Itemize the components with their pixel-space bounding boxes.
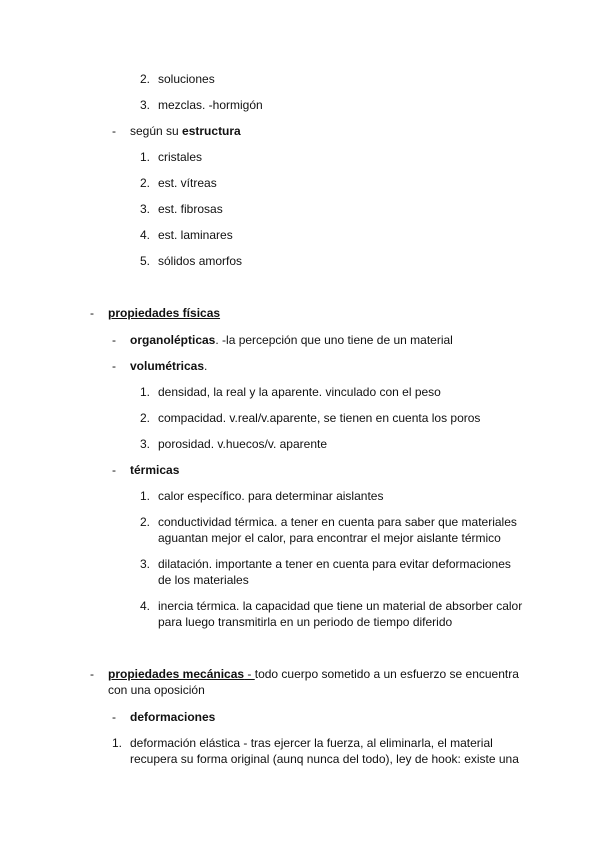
subheading-bold: térmicas	[130, 463, 180, 477]
list-item-text-continued: recupera su forma original (aunq nunca del todo), ley de hook: existe una	[130, 752, 519, 766]
subheading-bold: deformaciones	[130, 710, 216, 724]
bullet-dash: -	[112, 124, 116, 138]
list-number: 3.	[140, 98, 151, 112]
bullet-dash: -	[90, 667, 94, 681]
list-item-text-continued: para luego transmitirla en un periodo de tiempo diferido	[158, 615, 453, 629]
subheading-rest: . -la percepción que uno tiene de un material	[215, 333, 453, 347]
list-number: 3.	[140, 202, 151, 216]
list-number: 1.	[140, 385, 151, 399]
list-item-text: cristales	[158, 150, 203, 164]
list-item-text-continued: de los materiales	[158, 573, 249, 587]
list-item-text: densidad, la real y la aparente. vinculado con el peso	[158, 385, 441, 399]
heading-separator: -	[244, 667, 255, 681]
section-heading-line	[108, 666, 519, 682]
section-heading: propiedades físicas	[108, 306, 221, 320]
bullet-dash: -	[112, 333, 116, 347]
list-number: 3.	[140, 437, 151, 451]
list-item-text: est. laminares	[158, 228, 233, 242]
heading-description-continued: con una oposición	[108, 683, 205, 697]
subheading-bold: volumétricas	[130, 359, 205, 373]
list-item-text: est. fibrosas	[158, 202, 223, 216]
list-number: 1.	[140, 150, 151, 164]
list-number: 1.	[112, 736, 123, 750]
subheading-bold: organolépticas	[130, 333, 216, 347]
subheading-prefix: según su	[130, 124, 183, 138]
list-item-text: calor específico. para determinar aislantes	[158, 489, 384, 503]
list-item-text: dilatación. importante a tener en cuenta para evitar deformaciones	[158, 557, 511, 571]
list-item-text: conductividad térmica. a tener en cuenta para saber que materiales	[158, 515, 517, 529]
bullet-dash: -	[112, 710, 116, 724]
bullet-dash: -	[90, 306, 94, 320]
subheading-bold: estructura	[182, 124, 241, 138]
list-item-text: est. vítreas	[158, 176, 217, 190]
bullet-dash: -	[112, 359, 116, 373]
subheading	[130, 123, 241, 139]
list-number: 1.	[140, 489, 151, 503]
list-number: 2.	[140, 515, 151, 529]
heading-description: todo cuerpo sometido a un esfuerzo se encuentra	[254, 667, 519, 681]
list-number: 3.	[140, 557, 151, 571]
subheading-rest: .	[204, 359, 208, 373]
list-number: 4.	[140, 228, 151, 242]
list-number: 4.	[140, 599, 151, 613]
list-item-text-continued: aguantan mejor el calor, para encontrar el mejor aislante térmico	[158, 531, 501, 545]
subheading	[130, 332, 453, 348]
list-item-text: inercia térmica. la capacidad que tiene un material de absorber calor	[158, 599, 523, 613]
list-number: 2.	[140, 72, 151, 86]
list-item-text: soluciones	[158, 72, 215, 86]
list-item-text: sólidos amorfos	[158, 254, 243, 268]
list-item-text: mezclas. -hormigón	[158, 98, 263, 112]
bullet-dash: -	[112, 463, 116, 477]
list-item-text: porosidad. v.huecos/v. aparente	[158, 437, 327, 451]
list-number: 2.	[140, 176, 151, 190]
list-number: 5.	[140, 254, 151, 268]
list-item-text: deformación elástica - tras ejercer la fuerza, al eliminarla, el material	[130, 736, 493, 750]
subheading	[130, 358, 207, 374]
list-number: 2.	[140, 411, 151, 425]
list-item-text: compacidad. v.real/v.aparente, se tienen en cuenta los poros	[158, 411, 481, 425]
section-heading: propiedades mecánicas	[108, 667, 245, 681]
